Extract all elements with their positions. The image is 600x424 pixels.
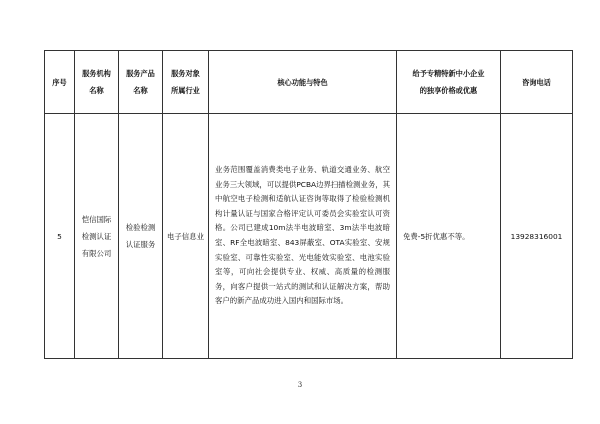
header-phone: 咨询电话	[501, 51, 573, 114]
service-table	[44, 50, 573, 359]
header-number: 序号	[45, 51, 75, 114]
header-discount: 给予专精特新中小企业 的独享价格或优惠	[397, 51, 501, 114]
discount-cell: 免费-5折优惠不等。	[397, 114, 501, 359]
page-number: 3	[297, 381, 303, 389]
header-core-features: 核心功能与特色	[209, 51, 397, 114]
row-number: 5	[45, 114, 75, 359]
table-row	[45, 114, 573, 359]
description-text: 业务范围覆盖消费类电子业务、轨道交通业务、航空业务三大领域，可以提供PCBA边界扫描检测业务，其中航空电子检测和适航认证咨询等取得了检验检测机构计量认证与国家合格评定认可委员会实验室认可资格。公司已建成10m法半电波暗室、3m法半电波暗室、RF全电波暗室、843屏蔽室、OTA实验室、安规实验室、可靠性实验室、光电能效实验室、电池实验室等，可向社会提供专业、权威、高质量的检测服务，向客户提供一站式的测试和认证解决方案，帮助客户的新产品成功进入国内和国际市场。	[215, 165, 390, 306]
table-header-row	[45, 51, 573, 114]
header-product-name: 服务产品 名称	[119, 51, 163, 114]
org-name-cell: 恺信国际 检测认证 有限公司	[75, 114, 119, 359]
industry-cell: 电子信息业	[163, 114, 209, 359]
header-industry: 服务对象 所属行业	[163, 51, 209, 114]
phone-cell: 13928316001	[501, 114, 573, 359]
header-org-name: 服务机构 名称	[75, 51, 119, 114]
product-name-cell: 检验检测 认证服务	[119, 114, 163, 359]
description-cell	[209, 114, 397, 359]
